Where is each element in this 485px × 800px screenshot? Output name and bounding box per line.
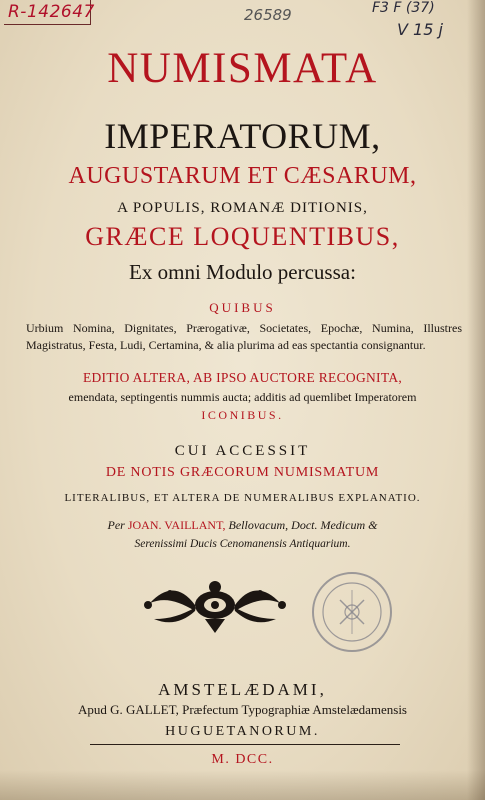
title-line-3: AUGUSTARUM ET CÆSARUM, [68, 163, 417, 189]
accessit-line-3: LITERALIBUS, ET ALTERA DE NUMERALIBUS EXPLANATIO. [64, 492, 421, 504]
imprint-group: HUGUETANORUM. [165, 724, 320, 739]
author-title-1: Bellovacum, Doct. Medicum & [228, 518, 378, 532]
imprint-rule [90, 744, 400, 745]
title-line-5: GRÆCE LOQUENTIBUS, [85, 222, 400, 251]
inventory-number: 26589 [244, 6, 292, 24]
description-paragraph: Urbium Nomina, Dignitates, Prærogativæ, Societates, Epochæ, Numina, Illustres Magistratus, Festa, Ludi, Certamina, & alia plurima ad eas spectantia consignantur. [26, 321, 462, 352]
catalog-code-2: V 15 j [397, 20, 443, 39]
title-line-1: NUMISMATA [107, 45, 378, 92]
author-line [0, 518, 485, 533]
edition-line-1: EDITIO ALTERA, AB IPSO AUCTORE RECOGNITA, [82, 370, 403, 385]
edition-line-2: emendata, septingentis nummis aucta; additis ad quemlibet Imperatorem [68, 390, 417, 404]
printers-ornament-icon [140, 575, 290, 635]
page-bottom-shadow [0, 770, 485, 800]
title-line-2: IMPERATORUM, [104, 116, 381, 156]
library-stamp [310, 570, 394, 654]
accessit-line-2: DE NOTIS GRÆCORUM NUMISMATUM [105, 465, 380, 480]
imprint-city: AMSTELÆDAMI, [158, 680, 327, 699]
quibus-heading: QUIBUS [209, 300, 276, 315]
title-line-6: Ex omni Modulo percussa: [129, 260, 356, 284]
catalog-code-1: F3 F (37) [372, 0, 435, 16]
imprint-publisher: Apud G. GALLET, Præfectum Typographiæ Amstelædamensis [78, 702, 407, 717]
author-per: Per [107, 518, 125, 532]
accessit-line-1: CUI ACCESSIT [174, 443, 311, 459]
author-title-2: Serenissimi Ducis Cenomanensis Antiquarium. [134, 538, 351, 550]
shelfmark: R-142647 [8, 2, 95, 22]
edition-line-3: ICONIBUS. [201, 408, 284, 422]
author-name: JOAN. VAILLANT, [127, 518, 226, 532]
title-line-4: A POPULIS, ROMANÆ DITIONIS, [117, 200, 368, 216]
imprint-year: M. DCC. [211, 752, 274, 767]
